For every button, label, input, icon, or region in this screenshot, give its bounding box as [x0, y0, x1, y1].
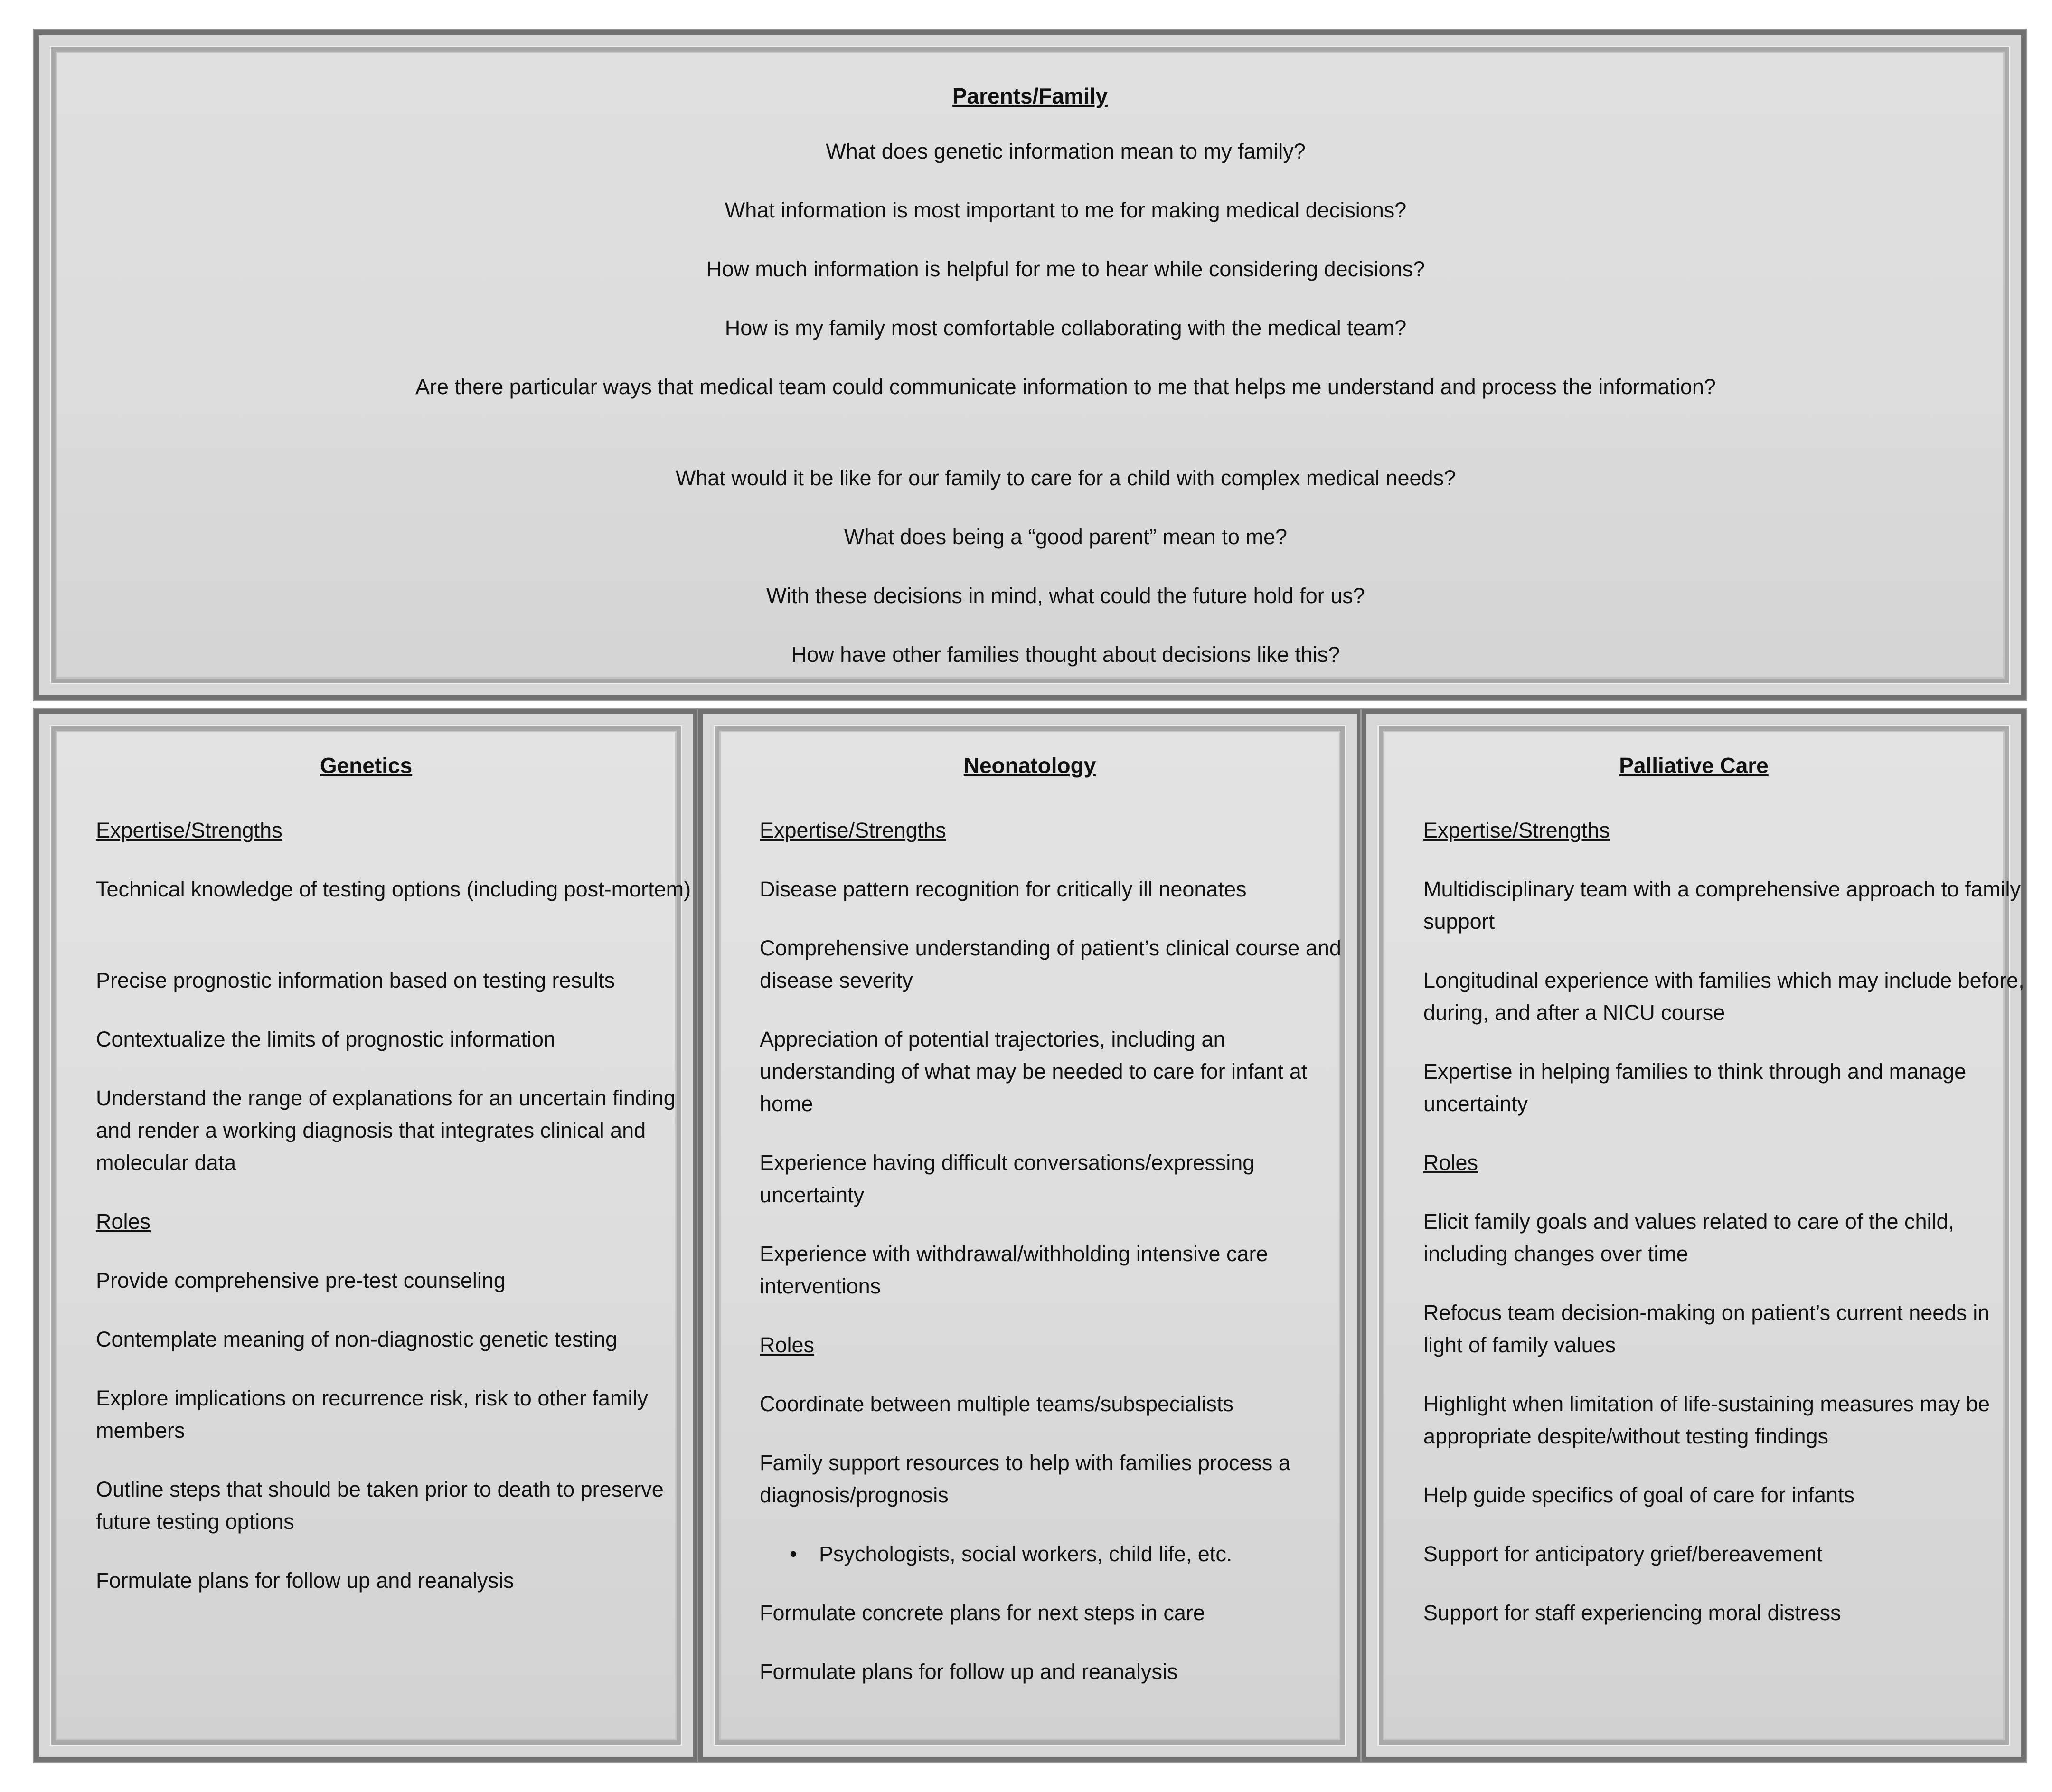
genetics-expertise-item: Technical knowledge of testing options (including post-mortem)	[96, 877, 691, 901]
genetics-roles-heading: Roles	[96, 1209, 151, 1234]
parents-family-title: Parents/Family	[952, 84, 1108, 108]
palliative-role-item: Elicit family goals and values related to care of the child, including changes over time	[1423, 1209, 1955, 1266]
genetics-panel-inner	[51, 726, 691, 1745]
parents-question: How have other families thought about decisions like this?	[791, 642, 1340, 667]
neonatology-role-item: Coordinate between multiple teams/subspecialists	[760, 1392, 1234, 1416]
parents-question: How is my family most comfortable collaborating with the medical team?	[725, 316, 1407, 340]
neonatology-role-item: Formulate plans for follow up and reanalysis	[760, 1660, 1178, 1684]
neonatology-expertise-item: Experience having difficult conversations/expressing uncertainty	[760, 1151, 1255, 1207]
neonatology-role-item: Family support resources to help with families process a diagnosis/prognosis	[760, 1451, 1290, 1507]
neonatology-panel	[698, 709, 1362, 1762]
parents-family-panel-inner	[51, 47, 2009, 683]
palliative-expertise-heading: Expertise/Strengths	[1423, 818, 1610, 842]
palliative-care-panel-inner	[1379, 726, 2024, 1745]
parents-question: What does being a “good parent” mean to me?	[844, 525, 1288, 549]
palliative-role-item: Refocus team decision-making on patient’s current needs in light of family values	[1423, 1301, 1990, 1357]
genetics-role-item: Contemplate meaning of non-diagnostic genetic testing	[96, 1327, 618, 1351]
neonatology-expertise-heading: Expertise/Strengths	[760, 818, 946, 842]
parents-question: With these decisions in mind, what could the future hold for us?	[766, 584, 1365, 608]
genetics-role-item: Outline steps that should be taken prior to death to preserve future testing options	[96, 1477, 664, 1534]
neonatology-expertise-item: Experience with withdrawal/withholding intensive care interventions	[760, 1242, 1268, 1298]
palliative-expertise-item: Expertise in helping families to think through and manage uncertainty	[1423, 1059, 1967, 1116]
neonatology-role-item: Formulate concrete plans for next steps in care	[760, 1601, 1205, 1625]
parents-question: What would it be like for our family to care for a child with complex medical needs?	[675, 466, 1456, 490]
genetics-role-item: Formulate plans for follow up and reanalysis	[96, 1568, 514, 1593]
neonatology-expertise-item: Comprehensive understanding of patient’s clinical course and disease severity	[760, 936, 1341, 992]
neonatology-role-subitem: Psychologists, social workers, child life, etc.	[819, 1542, 1233, 1566]
palliative-role-item: Support for staff experiencing moral distress	[1423, 1601, 1841, 1625]
palliative-care-title: Palliative Care	[1619, 753, 1769, 778]
palliative-role-item: Support for anticipatory grief/bereavement	[1423, 1542, 1823, 1566]
neonatology-panel-inner	[715, 726, 1345, 1745]
genetics-role-item: Explore implications on recurrence risk, risk to other family members	[96, 1386, 648, 1443]
palliative-care-panel	[1362, 709, 2026, 1762]
palliative-roles-heading: Roles	[1423, 1151, 1478, 1175]
parents-question: What does genetic information mean to my family?	[826, 139, 1306, 163]
parents-question: How much information is helpful for me to hear while considering decisions?	[706, 257, 1425, 281]
palliative-role-item: Help guide specifics of goal of care for infants	[1423, 1483, 1854, 1507]
genetics-expertise-heading: Expertise/Strengths	[96, 818, 282, 842]
genetics-expertise-item: Understand the range of explanations for an uncertain finding and render a working diagnosis that integrates clinical and molecular data	[96, 1086, 676, 1175]
neonatology-title: Neonatology	[963, 753, 1096, 778]
genetics-expertise-item: Precise prognostic information based on testing results	[96, 968, 615, 992]
parents-question: Are there particular ways that medical team could communicate information to me that helps me understand and process the information?	[415, 375, 1716, 399]
neonatology-roles-heading: Roles	[760, 1333, 815, 1357]
genetics-role-item: Provide comprehensive pre-test counseling	[96, 1268, 506, 1292]
parents-family-panel	[34, 30, 2026, 700]
neonatology-expertise-item: Appreciation of potential trajectories, including an understanding of what may be needed to care for infant at home	[760, 1027, 1308, 1116]
palliative-role-item: Highlight when limitation of life-sustaining measures may be appropriate despite/without testing findings	[1423, 1392, 1990, 1448]
genetics-expertise-item: Contextualize the limits of prognostic information	[96, 1027, 555, 1051]
neonatology-expertise-item: Disease pattern recognition for critically ill neonates	[760, 877, 1247, 901]
palliative-expertise-item: Longitudinal experience with families which may include before, during, and after a NICU course	[1423, 968, 2024, 1025]
bullet-icon: •	[790, 1542, 797, 1566]
palliative-expertise-item: Multidisciplinary team with a comprehensive approach to family support	[1423, 877, 2021, 934]
genetics-title: Genetics	[320, 753, 413, 778]
genetics-panel	[34, 709, 698, 1762]
parents-question: What information is most important to me for making medical decisions?	[725, 198, 1407, 222]
